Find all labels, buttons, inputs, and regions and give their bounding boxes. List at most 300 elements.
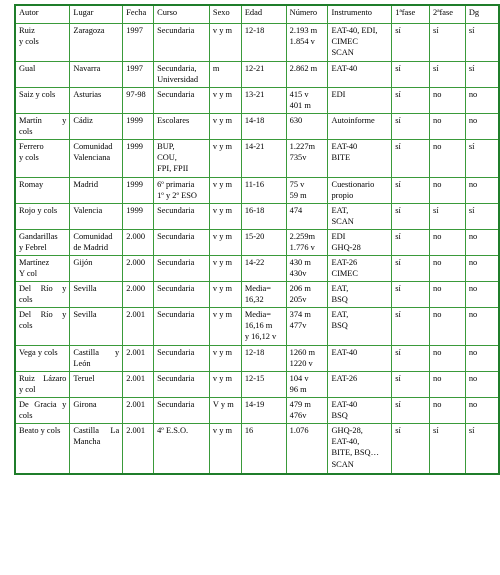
cell-sexo bbox=[209, 398, 241, 424]
cell-fase1 bbox=[392, 372, 430, 398]
cell-line: 430 m bbox=[289, 258, 311, 267]
cell-line: y 16,12 v bbox=[244, 332, 277, 342]
cell-instrumento bbox=[328, 346, 392, 372]
cell-dg bbox=[465, 424, 499, 474]
cell-line: sí bbox=[395, 374, 401, 383]
cell-line: 97-98 bbox=[126, 90, 146, 99]
cell-line: SCAN bbox=[331, 217, 354, 227]
cell-edad bbox=[241, 24, 286, 62]
cell-line: Comunidad bbox=[73, 232, 113, 241]
cell-line: sí bbox=[395, 348, 401, 357]
cell-line: no bbox=[433, 284, 442, 293]
cell-line: 4º E.S.O. bbox=[157, 426, 189, 435]
cell-line: y Febrel bbox=[19, 243, 47, 253]
cell-line: 1999 bbox=[126, 142, 143, 151]
cell-line: 2.001 bbox=[126, 310, 146, 319]
cell-line: EDI bbox=[331, 90, 346, 99]
cell-fase1 bbox=[392, 204, 430, 230]
cell-line: sí bbox=[395, 310, 401, 319]
cell-line: 75 v bbox=[289, 180, 305, 189]
cell-line: 205v bbox=[289, 295, 307, 305]
cell-dg bbox=[465, 204, 499, 230]
cell-lugar bbox=[70, 88, 123, 114]
cell-line: 2.259m bbox=[289, 232, 316, 241]
cell-edad bbox=[241, 88, 286, 114]
cell-line: no bbox=[468, 258, 478, 267]
cell-line: de Madrid bbox=[73, 243, 109, 253]
cell-autor bbox=[15, 24, 70, 62]
cell-curso bbox=[154, 114, 210, 140]
cell-line: 2.000 bbox=[126, 232, 146, 241]
header-instrumento: Instrumento bbox=[328, 5, 392, 24]
cell-line: Saiz y cols bbox=[19, 90, 56, 99]
cell-dg bbox=[465, 230, 499, 256]
cell-line: 2.001 bbox=[126, 400, 146, 409]
cell-line: 12-15 bbox=[244, 374, 265, 383]
cell-fase2 bbox=[430, 308, 466, 346]
cell-autor bbox=[15, 178, 70, 204]
header-row bbox=[15, 5, 499, 24]
cell-lugar bbox=[70, 24, 123, 62]
cell-sexo bbox=[209, 140, 241, 178]
cell-line: Teruel bbox=[73, 374, 95, 383]
cell-dg bbox=[465, 372, 499, 398]
cell-line: no bbox=[433, 116, 442, 125]
cell-line: Del Río y bbox=[19, 310, 67, 319]
table-row bbox=[15, 346, 499, 372]
cell-line: 1220 v bbox=[289, 359, 313, 369]
header-numero: Número bbox=[286, 5, 328, 24]
cell-instrumento bbox=[328, 424, 392, 474]
cell-line: Secundaria bbox=[157, 206, 195, 215]
cell-numero bbox=[286, 398, 328, 424]
cell-line: 14-21 bbox=[244, 142, 265, 151]
table-row bbox=[15, 372, 499, 398]
cell-line: y col bbox=[19, 385, 36, 395]
cell-line: Castilla y bbox=[73, 348, 120, 357]
cell-line: v y m bbox=[212, 206, 232, 215]
cell-sexo bbox=[209, 24, 241, 62]
cell-line: sí bbox=[468, 64, 475, 73]
cell-dg bbox=[465, 346, 499, 372]
cell-fecha bbox=[123, 256, 154, 282]
cell-curso bbox=[154, 282, 210, 308]
cell-line: Valencia bbox=[73, 206, 103, 215]
cell-line: 96 m bbox=[289, 385, 307, 395]
cell-line: no bbox=[433, 258, 442, 267]
cell-autor bbox=[15, 88, 70, 114]
cell-line: 16,32 bbox=[244, 295, 264, 305]
cell-line: cols bbox=[19, 127, 33, 137]
cell-line: GHQ-28, bbox=[331, 426, 363, 435]
cell-line: sí bbox=[468, 26, 475, 35]
cell-line: 1999 bbox=[126, 116, 143, 125]
cell-line: v y m bbox=[212, 90, 232, 99]
cell-line: Autoinforme bbox=[331, 116, 375, 125]
cell-fase2 bbox=[430, 88, 466, 114]
cell-line: EAT, bbox=[331, 284, 349, 293]
cell-line: Cuestionario bbox=[331, 180, 375, 189]
cell-line: no bbox=[468, 116, 478, 125]
cell-edad bbox=[241, 62, 286, 88]
cell-line: 2.862 m bbox=[289, 64, 318, 73]
cell-fase2 bbox=[430, 256, 466, 282]
cell-edad bbox=[241, 178, 286, 204]
cell-lugar bbox=[70, 346, 123, 372]
cell-sexo bbox=[209, 308, 241, 346]
cell-line: FPI, FPII bbox=[157, 164, 189, 174]
cell-line: BSQ bbox=[331, 321, 348, 331]
table-row bbox=[15, 62, 499, 88]
cell-line: no bbox=[468, 180, 478, 189]
cell-curso bbox=[154, 140, 210, 178]
cell-instrumento bbox=[328, 140, 392, 178]
cell-fase1 bbox=[392, 62, 430, 88]
cell-line: y cols bbox=[19, 153, 39, 163]
cell-line: v y m bbox=[212, 232, 232, 241]
cell-sexo bbox=[209, 256, 241, 282]
cell-line: Media= bbox=[244, 284, 271, 293]
header-lugar: Lugar bbox=[70, 5, 123, 24]
cell-line: 474 bbox=[289, 206, 303, 215]
cell-fase1 bbox=[392, 424, 430, 474]
cell-lugar bbox=[70, 140, 123, 178]
cell-line: Secundaria bbox=[157, 284, 195, 293]
cell-line: De Gracia y bbox=[19, 400, 67, 409]
cell-line: Rojo y cols bbox=[19, 206, 58, 215]
cell-fase2 bbox=[430, 372, 466, 398]
cell-numero bbox=[286, 308, 328, 346]
cell-lugar bbox=[70, 424, 123, 474]
cell-numero bbox=[286, 282, 328, 308]
cell-line: EAT-40, EDI, bbox=[331, 26, 378, 35]
cell-autor bbox=[15, 204, 70, 230]
cell-line: 12-21 bbox=[244, 64, 265, 73]
cell-line: EAT, bbox=[331, 310, 349, 319]
cell-fase1 bbox=[392, 178, 430, 204]
cell-sexo bbox=[209, 88, 241, 114]
table-row bbox=[15, 204, 499, 230]
cell-fase1 bbox=[392, 230, 430, 256]
cell-fecha bbox=[123, 62, 154, 88]
cell-fase1 bbox=[392, 88, 430, 114]
cell-line: Navarra bbox=[73, 64, 101, 73]
cell-instrumento bbox=[328, 178, 392, 204]
cell-line: no bbox=[433, 310, 442, 319]
cell-fase2 bbox=[430, 204, 466, 230]
cell-instrumento bbox=[328, 114, 392, 140]
cell-line: Secundaria, bbox=[157, 64, 197, 73]
cell-fase2 bbox=[430, 140, 466, 178]
cell-fecha bbox=[123, 140, 154, 178]
cell-autor bbox=[15, 372, 70, 398]
cell-line: Valenciana bbox=[73, 153, 111, 163]
table-row bbox=[15, 88, 499, 114]
cell-line: sí bbox=[395, 426, 401, 435]
cell-autor bbox=[15, 114, 70, 140]
cell-curso bbox=[154, 24, 210, 62]
cell-line: Media= bbox=[244, 310, 271, 319]
cell-lugar bbox=[70, 204, 123, 230]
cell-line: sí bbox=[395, 26, 401, 35]
cell-dg bbox=[465, 24, 499, 62]
cell-numero bbox=[286, 178, 328, 204]
cell-dg bbox=[465, 114, 499, 140]
cell-line: 14-18 bbox=[244, 116, 265, 125]
cell-edad bbox=[241, 398, 286, 424]
cell-line: v y m bbox=[212, 180, 232, 189]
cell-line: 12-18 bbox=[244, 26, 265, 35]
cell-line: 206 m bbox=[289, 284, 311, 293]
cell-curso bbox=[154, 308, 210, 346]
cell-line: cols bbox=[19, 295, 33, 305]
table-body bbox=[15, 24, 499, 474]
cell-line: BITE, BSQ… bbox=[331, 448, 379, 458]
cell-line: y cols bbox=[19, 37, 39, 47]
cell-line: CIMEC bbox=[331, 37, 359, 47]
cell-line: 374 m bbox=[289, 310, 311, 319]
cell-line: m bbox=[212, 64, 220, 73]
cell-line: V y m bbox=[212, 400, 234, 409]
cell-dg bbox=[465, 282, 499, 308]
cell-dg bbox=[465, 256, 499, 282]
cell-lugar bbox=[70, 178, 123, 204]
cell-lugar bbox=[70, 256, 123, 282]
cell-line: 1999 bbox=[126, 180, 143, 189]
header-curso: Curso bbox=[154, 5, 210, 24]
header-fase2: 2ªfase bbox=[430, 5, 466, 24]
cell-fase1 bbox=[392, 346, 430, 372]
cell-line: Secundaria bbox=[157, 258, 195, 267]
cell-line: sí bbox=[468, 426, 475, 435]
cell-line: cols bbox=[19, 411, 33, 421]
cell-line: Romay bbox=[19, 180, 44, 189]
cell-fecha bbox=[123, 282, 154, 308]
cell-numero bbox=[286, 346, 328, 372]
table-row bbox=[15, 424, 499, 474]
cell-line: no bbox=[468, 374, 478, 383]
cell-line: Martín y bbox=[19, 116, 67, 125]
cell-curso bbox=[154, 230, 210, 256]
cell-fase1 bbox=[392, 140, 430, 178]
cell-sexo bbox=[209, 114, 241, 140]
cell-line: Sevilla bbox=[73, 284, 97, 293]
cell-line: BSQ bbox=[331, 295, 348, 305]
cell-line: Vega y cols bbox=[19, 348, 58, 357]
cell-line: Comunidad bbox=[73, 142, 113, 151]
cell-edad bbox=[241, 256, 286, 282]
cell-edad bbox=[241, 308, 286, 346]
cell-dg bbox=[465, 88, 499, 114]
cell-autor bbox=[15, 140, 70, 178]
cell-line: 630 bbox=[289, 116, 303, 125]
cell-line: 477v bbox=[289, 321, 307, 331]
cell-autor bbox=[15, 346, 70, 372]
cell-instrumento bbox=[328, 24, 392, 62]
cell-fecha bbox=[123, 398, 154, 424]
cell-line: Del Río y bbox=[19, 284, 67, 293]
cell-line: GHQ-28 bbox=[331, 243, 361, 253]
table-row bbox=[15, 140, 499, 178]
cell-autor bbox=[15, 256, 70, 282]
cell-line: 2.000 bbox=[126, 284, 146, 293]
cell-autor bbox=[15, 424, 70, 474]
cell-line: 1997 bbox=[126, 64, 143, 73]
cell-line: v y m bbox=[212, 258, 232, 267]
cell-fecha bbox=[123, 24, 154, 62]
cell-line: 11-16 bbox=[244, 180, 265, 189]
cell-line: sí bbox=[395, 232, 401, 241]
cell-line: 13-21 bbox=[244, 90, 265, 99]
cell-numero bbox=[286, 140, 328, 178]
cell-lugar bbox=[70, 372, 123, 398]
cell-line: 14-19 bbox=[244, 400, 265, 409]
cell-line: v y m bbox=[212, 142, 232, 151]
cell-instrumento bbox=[328, 398, 392, 424]
cell-fase1 bbox=[392, 398, 430, 424]
cell-line: BITE bbox=[331, 153, 351, 163]
cell-fecha bbox=[123, 230, 154, 256]
cell-line: v y m bbox=[212, 310, 232, 319]
cell-line: sí bbox=[433, 64, 439, 73]
cell-lugar bbox=[70, 398, 123, 424]
cell-numero bbox=[286, 62, 328, 88]
table-row bbox=[15, 256, 499, 282]
cell-line: BUP, bbox=[157, 142, 175, 151]
cell-line: Gijón bbox=[73, 258, 93, 267]
cell-line: v y m bbox=[212, 348, 232, 357]
cell-line: 14-22 bbox=[244, 258, 265, 267]
cell-fecha bbox=[123, 88, 154, 114]
cell-instrumento bbox=[328, 308, 392, 346]
cell-curso bbox=[154, 256, 210, 282]
cell-numero bbox=[286, 88, 328, 114]
cell-line: EAT, bbox=[331, 206, 349, 215]
cell-line: sí bbox=[468, 206, 475, 215]
cell-line: Cádiz bbox=[73, 116, 93, 125]
cell-sexo bbox=[209, 346, 241, 372]
cell-line: Secundaria bbox=[157, 374, 195, 383]
cell-numero bbox=[286, 114, 328, 140]
cell-sexo bbox=[209, 282, 241, 308]
cell-edad bbox=[241, 282, 286, 308]
cell-line: 104 v bbox=[289, 374, 309, 383]
cell-line: no bbox=[433, 90, 442, 99]
header-sexo: Sexo bbox=[209, 5, 241, 24]
cell-autor bbox=[15, 282, 70, 308]
cell-line: 1.854 v bbox=[289, 37, 315, 47]
cell-line: COU, bbox=[157, 153, 177, 163]
cell-autor bbox=[15, 308, 70, 346]
cell-line: 1999 bbox=[126, 206, 143, 215]
cell-line: no bbox=[468, 284, 478, 293]
cell-fecha bbox=[123, 178, 154, 204]
cell-line: EAT-26 bbox=[331, 374, 358, 383]
cell-line: Gual bbox=[19, 64, 36, 73]
cell-fecha bbox=[123, 346, 154, 372]
cell-line: Secundaria bbox=[157, 348, 195, 357]
cell-fecha bbox=[123, 372, 154, 398]
cell-line: Asturias bbox=[73, 90, 102, 99]
cell-line: sí bbox=[433, 426, 439, 435]
cell-fase2 bbox=[430, 230, 466, 256]
cell-line: 16-18 bbox=[244, 206, 265, 215]
cell-fase2 bbox=[430, 62, 466, 88]
cell-line: no bbox=[433, 180, 442, 189]
cell-line: 415 v bbox=[289, 90, 309, 99]
cell-line: no bbox=[433, 374, 442, 383]
cell-fecha bbox=[123, 204, 154, 230]
cell-lugar bbox=[70, 114, 123, 140]
cell-line: EAT-40 bbox=[331, 142, 358, 151]
cell-numero bbox=[286, 230, 328, 256]
cell-line: sí bbox=[395, 90, 401, 99]
table-row bbox=[15, 24, 499, 62]
cell-numero bbox=[286, 24, 328, 62]
cell-sexo bbox=[209, 372, 241, 398]
cell-line: Secundaria bbox=[157, 232, 195, 241]
cell-line: cols bbox=[19, 321, 33, 331]
cell-line: sí bbox=[468, 142, 475, 151]
cell-line: 2.000 bbox=[126, 258, 146, 267]
cell-line: Ferrero bbox=[19, 142, 44, 151]
cell-line: no bbox=[433, 232, 442, 241]
cell-line: EAT-40 bbox=[331, 348, 358, 357]
cell-fase1 bbox=[392, 282, 430, 308]
cell-line: EAT-40, bbox=[331, 437, 360, 447]
cell-dg bbox=[465, 308, 499, 346]
cell-line: Mancha bbox=[73, 437, 101, 447]
cell-line: v y m bbox=[212, 116, 232, 125]
cell-line: 476v bbox=[289, 411, 307, 421]
cell-line: sí bbox=[395, 284, 401, 293]
cell-numero bbox=[286, 204, 328, 230]
cell-line: no bbox=[468, 400, 478, 409]
cell-fase1 bbox=[392, 256, 430, 282]
cell-lugar bbox=[70, 282, 123, 308]
cell-curso bbox=[154, 178, 210, 204]
cell-numero bbox=[286, 372, 328, 398]
cell-line: 430v bbox=[289, 269, 307, 279]
cell-line: no bbox=[433, 348, 442, 357]
cell-line: 12-18 bbox=[244, 348, 265, 357]
cell-line: 16 bbox=[244, 426, 254, 435]
cell-line: sí bbox=[395, 180, 401, 189]
cell-edad bbox=[241, 204, 286, 230]
cell-line: 15-20 bbox=[244, 232, 265, 241]
cell-line: SCAN bbox=[331, 459, 354, 469]
cell-curso bbox=[154, 424, 210, 474]
cell-edad bbox=[241, 140, 286, 178]
cell-line: 1997 bbox=[126, 26, 143, 35]
cell-line: 1.227m bbox=[289, 142, 316, 151]
cell-curso bbox=[154, 62, 210, 88]
table-row bbox=[15, 282, 499, 308]
cell-line: 2.001 bbox=[126, 374, 146, 383]
cell-curso bbox=[154, 346, 210, 372]
cell-fase2 bbox=[430, 178, 466, 204]
cell-autor bbox=[15, 62, 70, 88]
cell-line: León bbox=[73, 359, 91, 369]
cell-line: Ruiz Lázaro bbox=[19, 374, 67, 383]
cell-fase2 bbox=[430, 424, 466, 474]
cell-line: propio bbox=[331, 191, 354, 201]
cell-line: sí bbox=[395, 64, 401, 73]
cell-line: CIMEC bbox=[331, 269, 359, 279]
cell-line: 479 m bbox=[289, 400, 311, 409]
cell-edad bbox=[241, 230, 286, 256]
cell-line: EAT-40 bbox=[331, 400, 358, 409]
